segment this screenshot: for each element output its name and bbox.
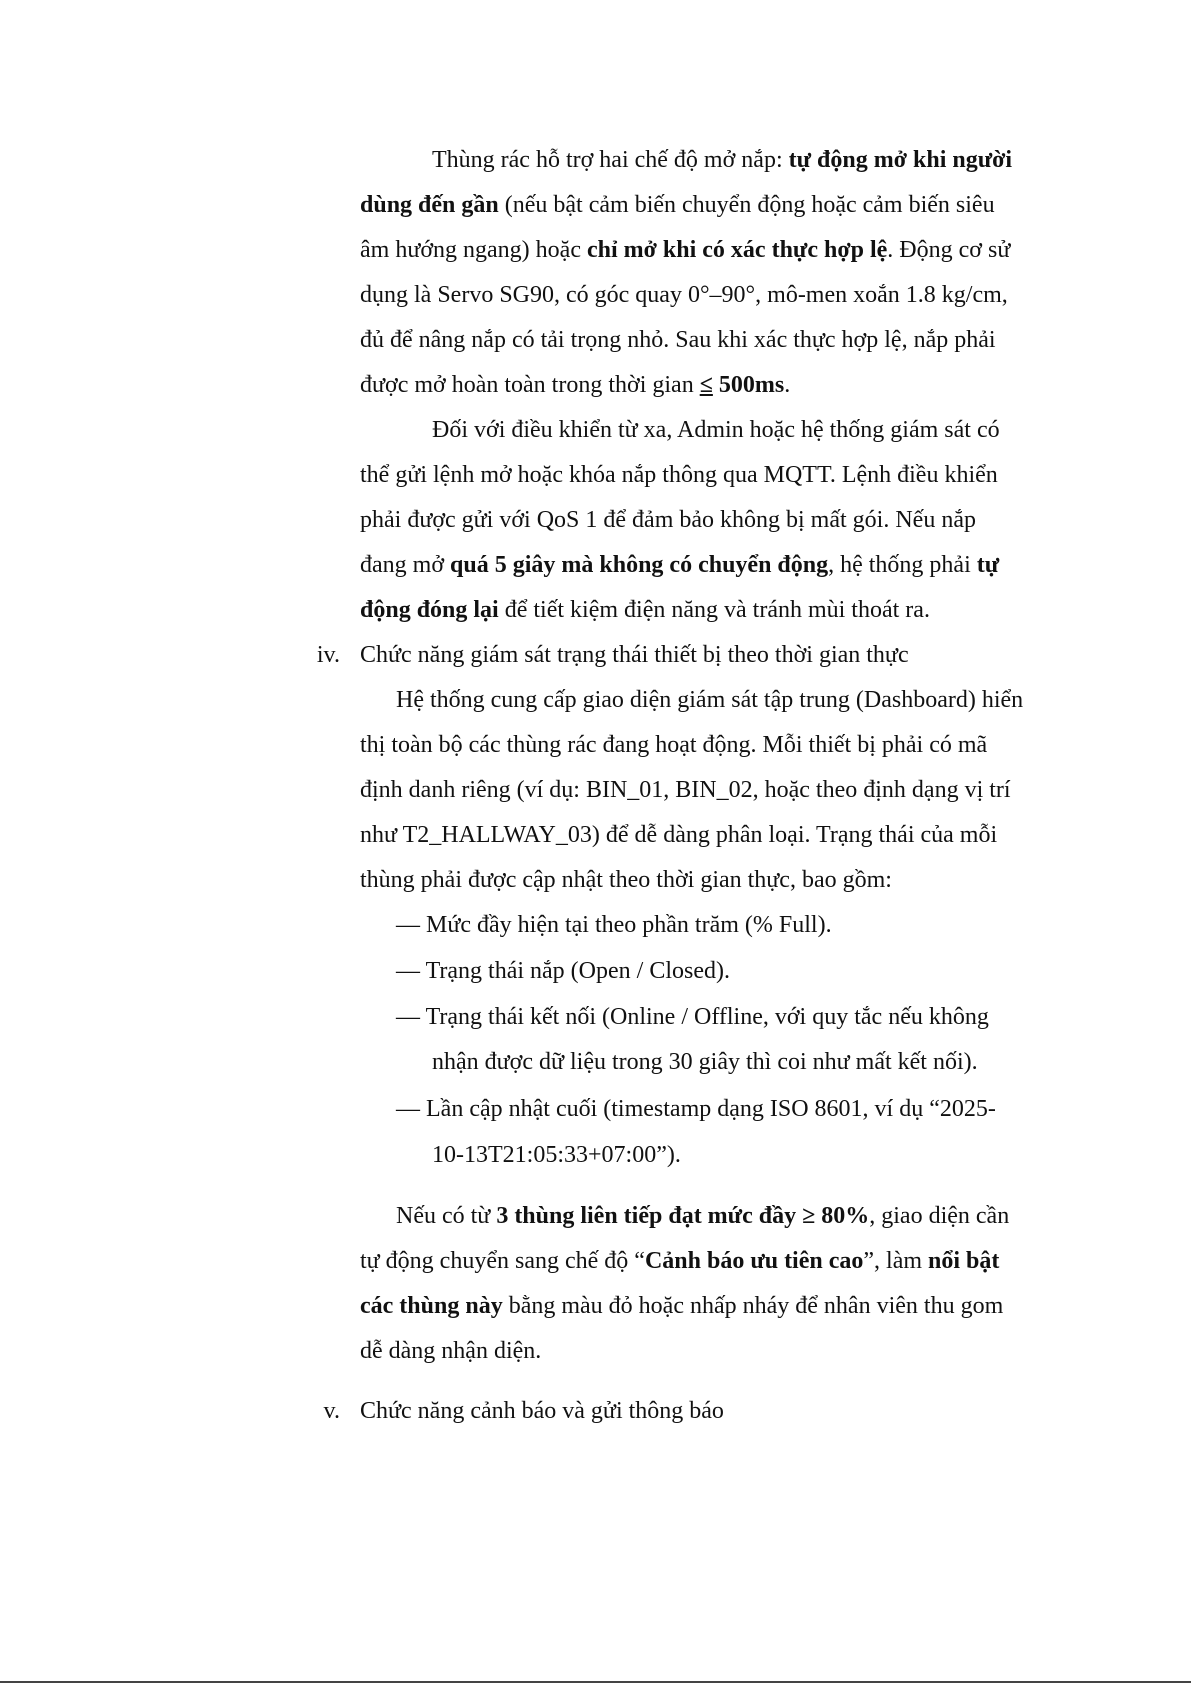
remote-line-4: đang mở quá 5 giây mà không có chuyển động, hệ thống phải tự: [360, 552, 1000, 578]
lid-modes-line-5: đủ để nâng nắp có tải trọng nhỏ. Sau khi xác thực hợp lệ, nắp phải: [360, 327, 996, 353]
item-iv-numeral: iv.: [316, 642, 340, 668]
dashboard-line-5: thùng phải được cập nhật theo thời gian thực, bao gồm:: [360, 867, 892, 893]
lid-modes-line-2: dùng đến gần (nếu bật cảm biến chuyển động hoặc cảm biến siêu: [360, 192, 995, 218]
dashboard-line-3: định danh riêng (ví dụ: BIN_01, BIN_02, hoặc theo định dạng vị trí: [360, 777, 1011, 803]
remote-line-1: Đối với điều khiển từ xa, Admin hoặc hệ thống giám sát có: [432, 417, 1000, 443]
dashboard-line-4: như T2_HALLWAY_03) để dễ dàng phân loại. Trạng thái của mỗi: [360, 822, 998, 848]
bullet-last-update: — Lần cập nhật cuối (timestamp dạng ISO 8601, ví dụ “2025-: [396, 1096, 996, 1122]
bullet-lid-status: — Trạng thái nắp (Open / Closed).: [396, 958, 730, 984]
remote-line-5: động đóng lại để tiết kiệm điện năng và tránh mùi thoát ra.: [360, 597, 930, 623]
bullet-connection-status: — Trạng thái kết nối (Online / Offline, với quy tắc nếu không: [396, 1004, 989, 1030]
alert-line-4: dễ dàng nhận diện.: [360, 1338, 542, 1364]
alert-line-3: các thùng này bằng màu đỏ hoặc nhấp nháy để nhân viên thu gom: [360, 1293, 1004, 1319]
dashboard-line-2: thị toàn bộ các thùng rác đang hoạt động. Mỗi thiết bị phải có mã: [360, 732, 988, 758]
page-bottom-rule: [0, 1681, 1191, 1683]
alert-line-2: tự động chuyển sang chế độ “Cảnh báo ưu tiên cao”, làm nổi bật: [360, 1248, 1000, 1274]
alert-line-1: Nếu có từ 3 thùng liên tiếp đạt mức đầy ≥ 80%, giao diện cần: [396, 1203, 1010, 1229]
remote-line-2: thể gửi lệnh mở hoặc khóa nắp thông qua MQTT. Lệnh điều khiển: [360, 462, 998, 488]
lid-modes-line-1: Thùng rác hỗ trợ hai chế độ mở nắp: tự động mở khi người: [432, 147, 1013, 173]
lid-modes-line-4: dụng là Servo SG90, có góc quay 0°–90°, mô-men xoắn 1.8 kg/cm,: [360, 282, 1008, 308]
item-v-numeral: v.: [323, 1398, 340, 1424]
item-v-title: Chức năng cảnh báo và gửi thông báo: [360, 1398, 724, 1424]
dashboard-line-1: Hệ thống cung cấp giao diện giám sát tập trung (Dashboard) hiển: [396, 687, 1024, 713]
remote-line-3: phải được gửi với QoS 1 để đảm bảo không bị mất gói. Nếu nắp: [360, 507, 976, 533]
bullet-connection-status-cont: nhận được dữ liệu trong 30 giây thì coi như mất kết nối).: [432, 1049, 978, 1075]
item-iv-title: Chức năng giám sát trạng thái thiết bị theo thời gian thực: [360, 642, 909, 668]
bullet-fill-level: — Mức đầy hiện tại theo phần trăm (% Full).: [396, 912, 832, 938]
lid-modes-line-3: âm hướng ngang) hoặc chỉ mở khi có xác thực hợp lệ. Động cơ sử: [360, 237, 1011, 263]
lid-modes-line-6: được mở hoàn toàn trong thời gian ≤ 500ms.: [360, 372, 791, 398]
bullet-last-update-cont: 10-13T21:05:33+07:00”).: [432, 1142, 681, 1168]
